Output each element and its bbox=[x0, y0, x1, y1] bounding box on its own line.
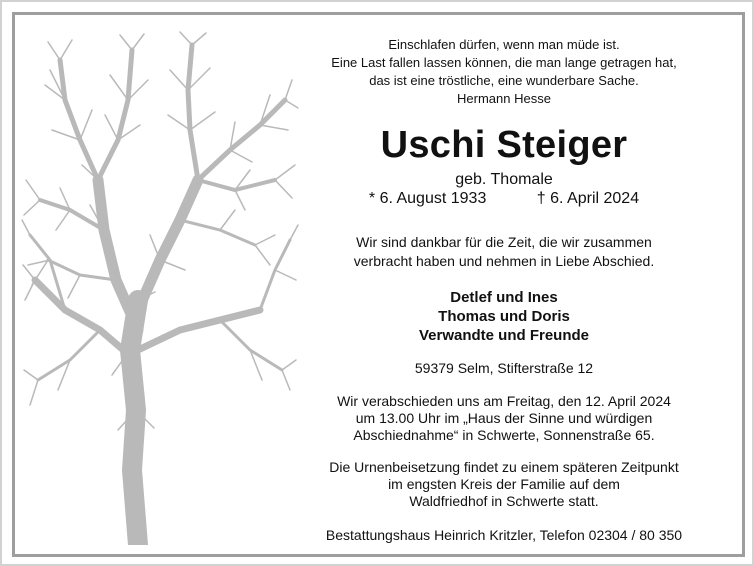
service-line: Abschiednahme“ in Schwerte, Sonnenstraße 65. bbox=[353, 427, 655, 443]
thanks-message bbox=[295, 233, 713, 271]
thanks-line: verbracht haben und nehmen in Liebe Abschied. bbox=[353, 253, 655, 269]
urn-burial-info bbox=[295, 459, 713, 510]
service-line: Wir verabschieden uns am Freitag, den 12. April 2024 bbox=[337, 393, 671, 409]
service-line: um 13.00 Uhr im „Haus der Sinne und würdigen bbox=[355, 410, 653, 426]
urn-line: Die Urnenbeisetzung findet zu einem späteren Zeitpunkt bbox=[329, 459, 679, 475]
urn-line: Waldfriedhof in Schwerte statt. bbox=[409, 493, 599, 509]
poem-quote bbox=[295, 36, 713, 108]
obituary-text bbox=[295, 36, 713, 544]
urn-line: im engsten Kreis der Familie auf dem bbox=[388, 476, 620, 492]
mourner-entry: Verwandte und Freunde bbox=[418, 327, 590, 344]
poem-line: Eine Last fallen lassen können, die man lange getragen hat, bbox=[331, 55, 677, 70]
life-dates bbox=[295, 189, 713, 209]
maiden-name: geb. Thomale bbox=[455, 171, 553, 188]
poem-line: das ist eine tröstliche, eine wunderbare Sache. bbox=[369, 73, 639, 88]
mourners-list bbox=[295, 288, 713, 345]
mourner-entry: Thomas und Doris bbox=[438, 308, 570, 325]
death-date: † 6. April 2024 bbox=[536, 190, 640, 207]
mourner-entry: Detlef und Ines bbox=[450, 289, 558, 306]
funeral-home-contact: Bestattungshaus Heinrich Kritzler, Telefon 02304 / 80 350 bbox=[325, 527, 683, 543]
thanks-line: Wir sind dankbar für die Zeit, die wir zusammen bbox=[356, 234, 652, 250]
birth-date: * 6. August 1933 bbox=[368, 190, 487, 207]
deceased-name: Uschi Steiger bbox=[380, 124, 628, 166]
poem-author: Hermann Hesse bbox=[457, 91, 551, 106]
farewell-service-info bbox=[295, 393, 713, 444]
poem-line: Einschlafen dürfen, wenn man müde ist. bbox=[388, 37, 620, 52]
family-address: 59379 Selm, Stifterstraße 12 bbox=[414, 360, 594, 376]
bare-tree-icon bbox=[20, 30, 300, 545]
